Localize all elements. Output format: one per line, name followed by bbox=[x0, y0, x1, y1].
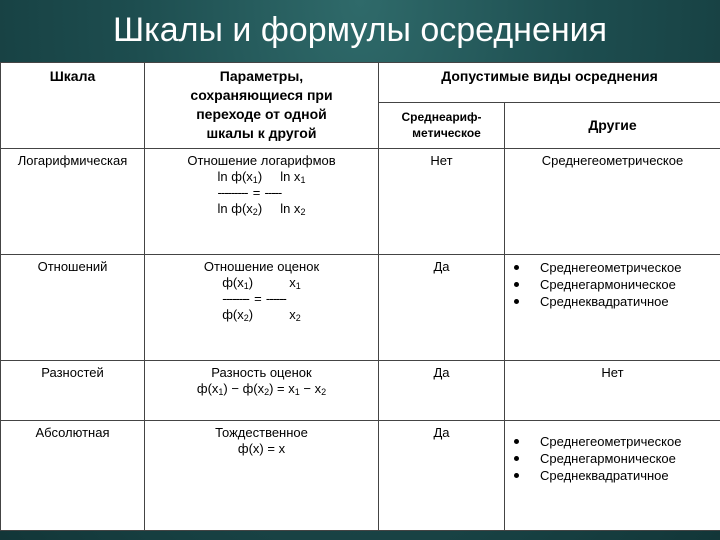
list-item: Среднегеометрическое bbox=[505, 433, 720, 450]
cell-arith: Да bbox=[379, 255, 505, 361]
cell-params: Отношение логарифмов $\ln ф(x_1)$ $\ln x_1$ --------- = ----- $\ln ф(x_2)$ $\ln x_2$ bbox=[145, 149, 379, 255]
cell-arith: Да bbox=[379, 421, 505, 531]
slide-title: Шкалы и формулы осреднения bbox=[112, 11, 608, 49]
cell-scale: Абсолютная bbox=[1, 421, 145, 531]
table-row bbox=[1, 255, 720, 361]
other-list bbox=[505, 259, 720, 310]
cell-arith: Нет bbox=[379, 149, 505, 255]
table-row bbox=[1, 361, 720, 421]
bullet-icon bbox=[514, 456, 519, 461]
cell-other bbox=[505, 421, 720, 531]
table-row bbox=[1, 421, 720, 531]
bullet-icon bbox=[514, 265, 519, 270]
list-item: Среднегеометрическое bbox=[505, 259, 720, 276]
cell-scale: Отношений bbox=[1, 255, 145, 361]
formula: ф(x) = x bbox=[237, 441, 286, 456]
header-other: Другие bbox=[505, 103, 720, 149]
header-arith: Среднеариф- метическое bbox=[379, 103, 505, 149]
list-item: Среднеквадратичное bbox=[505, 467, 720, 484]
formula: $ф(x_1)$ $x_1$ -------- = ------ $ф(x_2)$ $x_2$ bbox=[222, 275, 301, 323]
bullet-icon bbox=[514, 439, 519, 444]
cell-params: Отношение оценок $ф(x_1)$ $x_1$ -------- = ------ $ф(x_2)$ $x_2$ bbox=[145, 255, 379, 361]
bullet-icon bbox=[514, 473, 519, 478]
list-item: Среднеквадратичное bbox=[505, 293, 720, 310]
list-item: Среднегармоническое bbox=[505, 276, 720, 293]
cell-arith: Да bbox=[379, 361, 505, 421]
list-item: Среднегармоническое bbox=[505, 450, 720, 467]
formula: $\ln ф(x_1)$ $\ln x_1$ --------- = ----- $\ln ф(x_2)$ $\ln x_2$ bbox=[217, 169, 306, 217]
cell-other bbox=[505, 255, 720, 361]
cell-params: Тождественное ф(x) = x bbox=[145, 421, 379, 531]
other-list bbox=[505, 433, 720, 484]
table-row bbox=[1, 149, 720, 255]
header-params: Параметры, сохраняющиеся при переходе от одной шкалы к другой bbox=[145, 63, 379, 149]
header-scale: Шкала bbox=[1, 63, 145, 149]
header-avg-kinds: Допустимые виды осреднения bbox=[379, 63, 720, 103]
formula: $ф(x_1) - ф(x_2) = x_1 - x_2$ bbox=[196, 381, 327, 397]
cell-scale: Разностей bbox=[1, 361, 145, 421]
cell-other: Среднегеометрическое bbox=[505, 149, 720, 255]
averaging-table bbox=[0, 62, 720, 530]
bullet-icon bbox=[514, 299, 519, 304]
cell-params: Разность оценок $ф(x_1) - ф(x_2) = x_1 - x_2$ bbox=[145, 361, 379, 421]
cell-scale: Логарифмическая bbox=[1, 149, 145, 255]
cell-other: Нет bbox=[505, 361, 720, 421]
bullet-icon bbox=[514, 282, 519, 287]
